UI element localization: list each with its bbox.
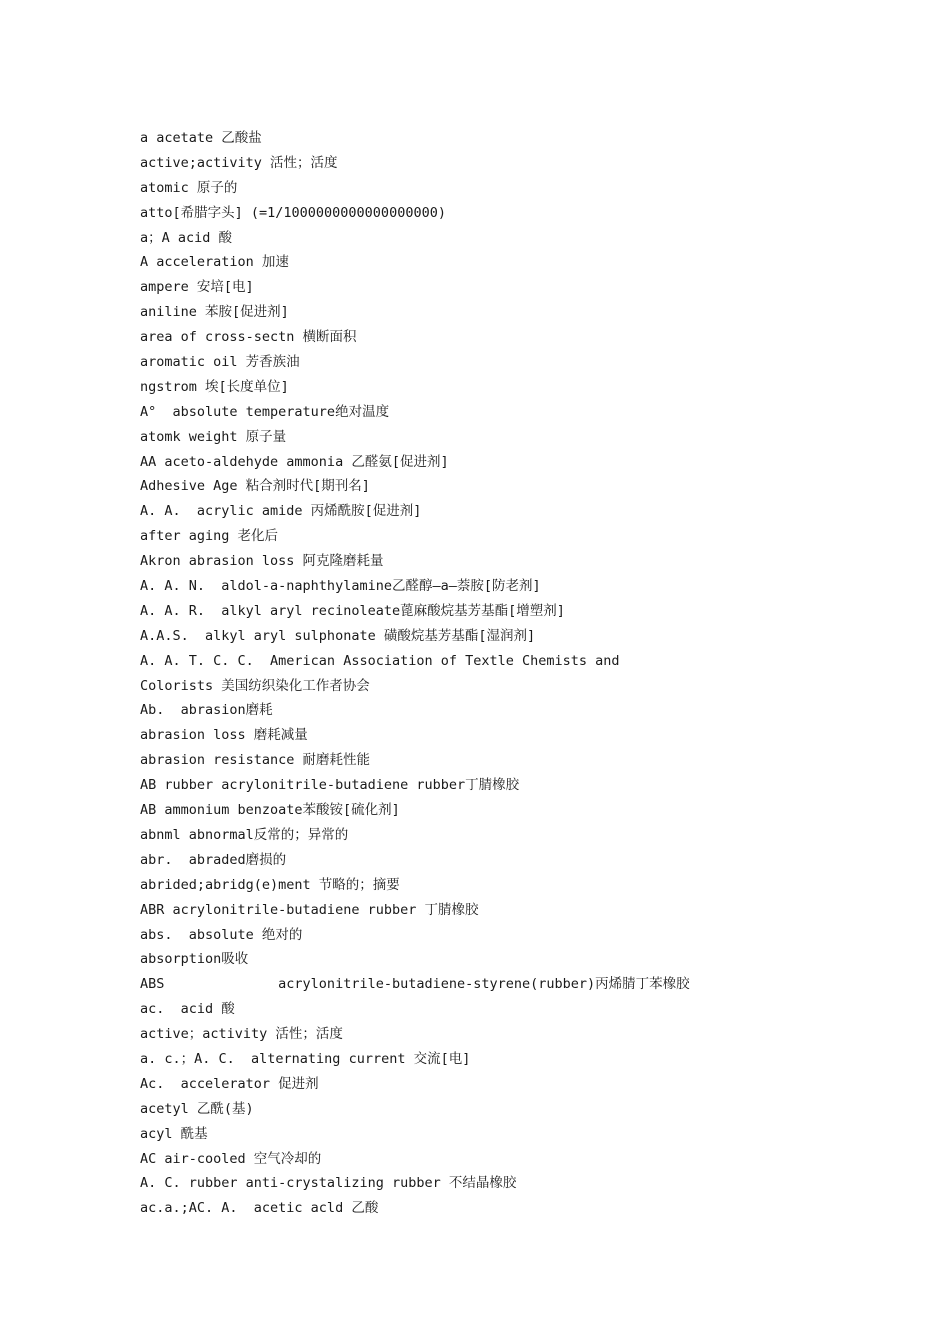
glossary-entry: Ab. abrasion磨耗	[140, 702, 273, 719]
glossary-entry: atomic 原子的	[140, 179, 238, 196]
glossary-entry: aniline 苯胺[促进剂]	[140, 304, 289, 321]
glossary-entry: A. A. T. C. C. American Association of Textle Chemists and	[140, 652, 620, 669]
glossary-entry: A acceleration 加速	[140, 254, 289, 271]
glossary-entry: abrasion loss 磨耗减量	[140, 727, 308, 744]
glossary-entry: abrided;abridg(e)ment 节略的；摘要	[140, 876, 400, 893]
glossary-entry: abs. absolute 绝对的	[140, 926, 303, 943]
glossary-entry: A. A. acrylic amide 丙烯酰胺[促进剂]	[140, 503, 422, 520]
glossary-entry: acyl 酰基	[140, 1125, 208, 1142]
glossary-entry: ABR acrylonitrile-butadiene rubber 丁腈橡胶	[140, 901, 479, 918]
glossary-entry: atto[希腊字头] (=1/1000000000000000000)	[140, 204, 446, 221]
glossary-entry: A. A. N. aldol-a-naphthylamine乙醛醇—a—萘胺[防老剂]	[140, 578, 541, 595]
glossary-entry: a. c.；A. C. alternating current 交流[电]	[140, 1050, 471, 1067]
glossary-entry: ABS acrylonitrile-butadiene-styrene(rubber)丙烯腈丁苯橡胶	[140, 976, 690, 993]
glossary-entry: ac.a.;AC. A. acetic acld 乙酸	[140, 1200, 379, 1217]
glossary-list	[140, 126, 900, 1221]
glossary-entry: abnml abnormal反常的；异常的	[140, 826, 349, 843]
glossary-entry: ngstrom 埃[长度单位]	[140, 378, 289, 395]
glossary-entry: Adhesive Age 粘合剂时代[期刊名]	[140, 478, 370, 495]
glossary-entry: aromatic oil 芳香族油	[140, 354, 300, 371]
glossary-entry: Colorists 美国纺织染化工作者协会	[140, 677, 370, 694]
glossary-entry: a acetate 乙酸盐	[140, 130, 262, 146]
glossary-entry: AB rubber acrylonitrile-butadiene rubber丁腈橡胶	[140, 777, 520, 794]
glossary-entry: active;activity 活性；活度	[140, 154, 338, 171]
glossary-entry: area of cross-sectn 横断面积	[140, 329, 357, 346]
glossary-entry: abr. abraded磨损的	[140, 851, 287, 868]
glossary-entry: AA aceto-aldehyde ammonia 乙醛氨[促进剂]	[140, 453, 449, 470]
glossary-entry: abrasion resistance 耐磨耗性能	[140, 752, 371, 769]
glossary-entry: acetyl 乙酰(基)	[140, 1100, 254, 1117]
glossary-entry: absorption吸收	[140, 951, 249, 968]
glossary-entry: ampere 安培[电]	[140, 279, 254, 296]
glossary-entry: a；A acid 酸	[140, 229, 233, 246]
glossary-entry: A. A. R. alkyl aryl recinoleate蓖麻酸烷基芳基酯[增塑剂]	[140, 602, 565, 619]
glossary-entry: Ac. accelerator 促进剂	[140, 1075, 319, 1092]
glossary-entry: atomk weight 原子量	[140, 428, 287, 445]
glossary-entry: ac. acid 酸	[140, 1001, 235, 1018]
glossary-entry: AB ammonium benzoate苯酸铵[硫化剂]	[140, 802, 400, 819]
glossary-entry: A. C. rubber anti-crystalizing rubber 不结晶橡胶	[140, 1175, 517, 1192]
glossary-entry: active；activity 活性；活度	[140, 1026, 343, 1043]
glossary-entry: Akron abrasion loss 阿克隆磨耗量	[140, 553, 384, 570]
glossary-entry: AC air-cooled 空气冷却的	[140, 1150, 322, 1167]
glossary-entry: A.A.S. alkyl aryl sulphonate 磺酸烷基芳基酯[湿润剂]	[140, 627, 536, 644]
glossary-entry: A° absolute temperature绝对温度	[140, 403, 390, 420]
glossary-entry: after aging 老化后	[140, 528, 279, 545]
